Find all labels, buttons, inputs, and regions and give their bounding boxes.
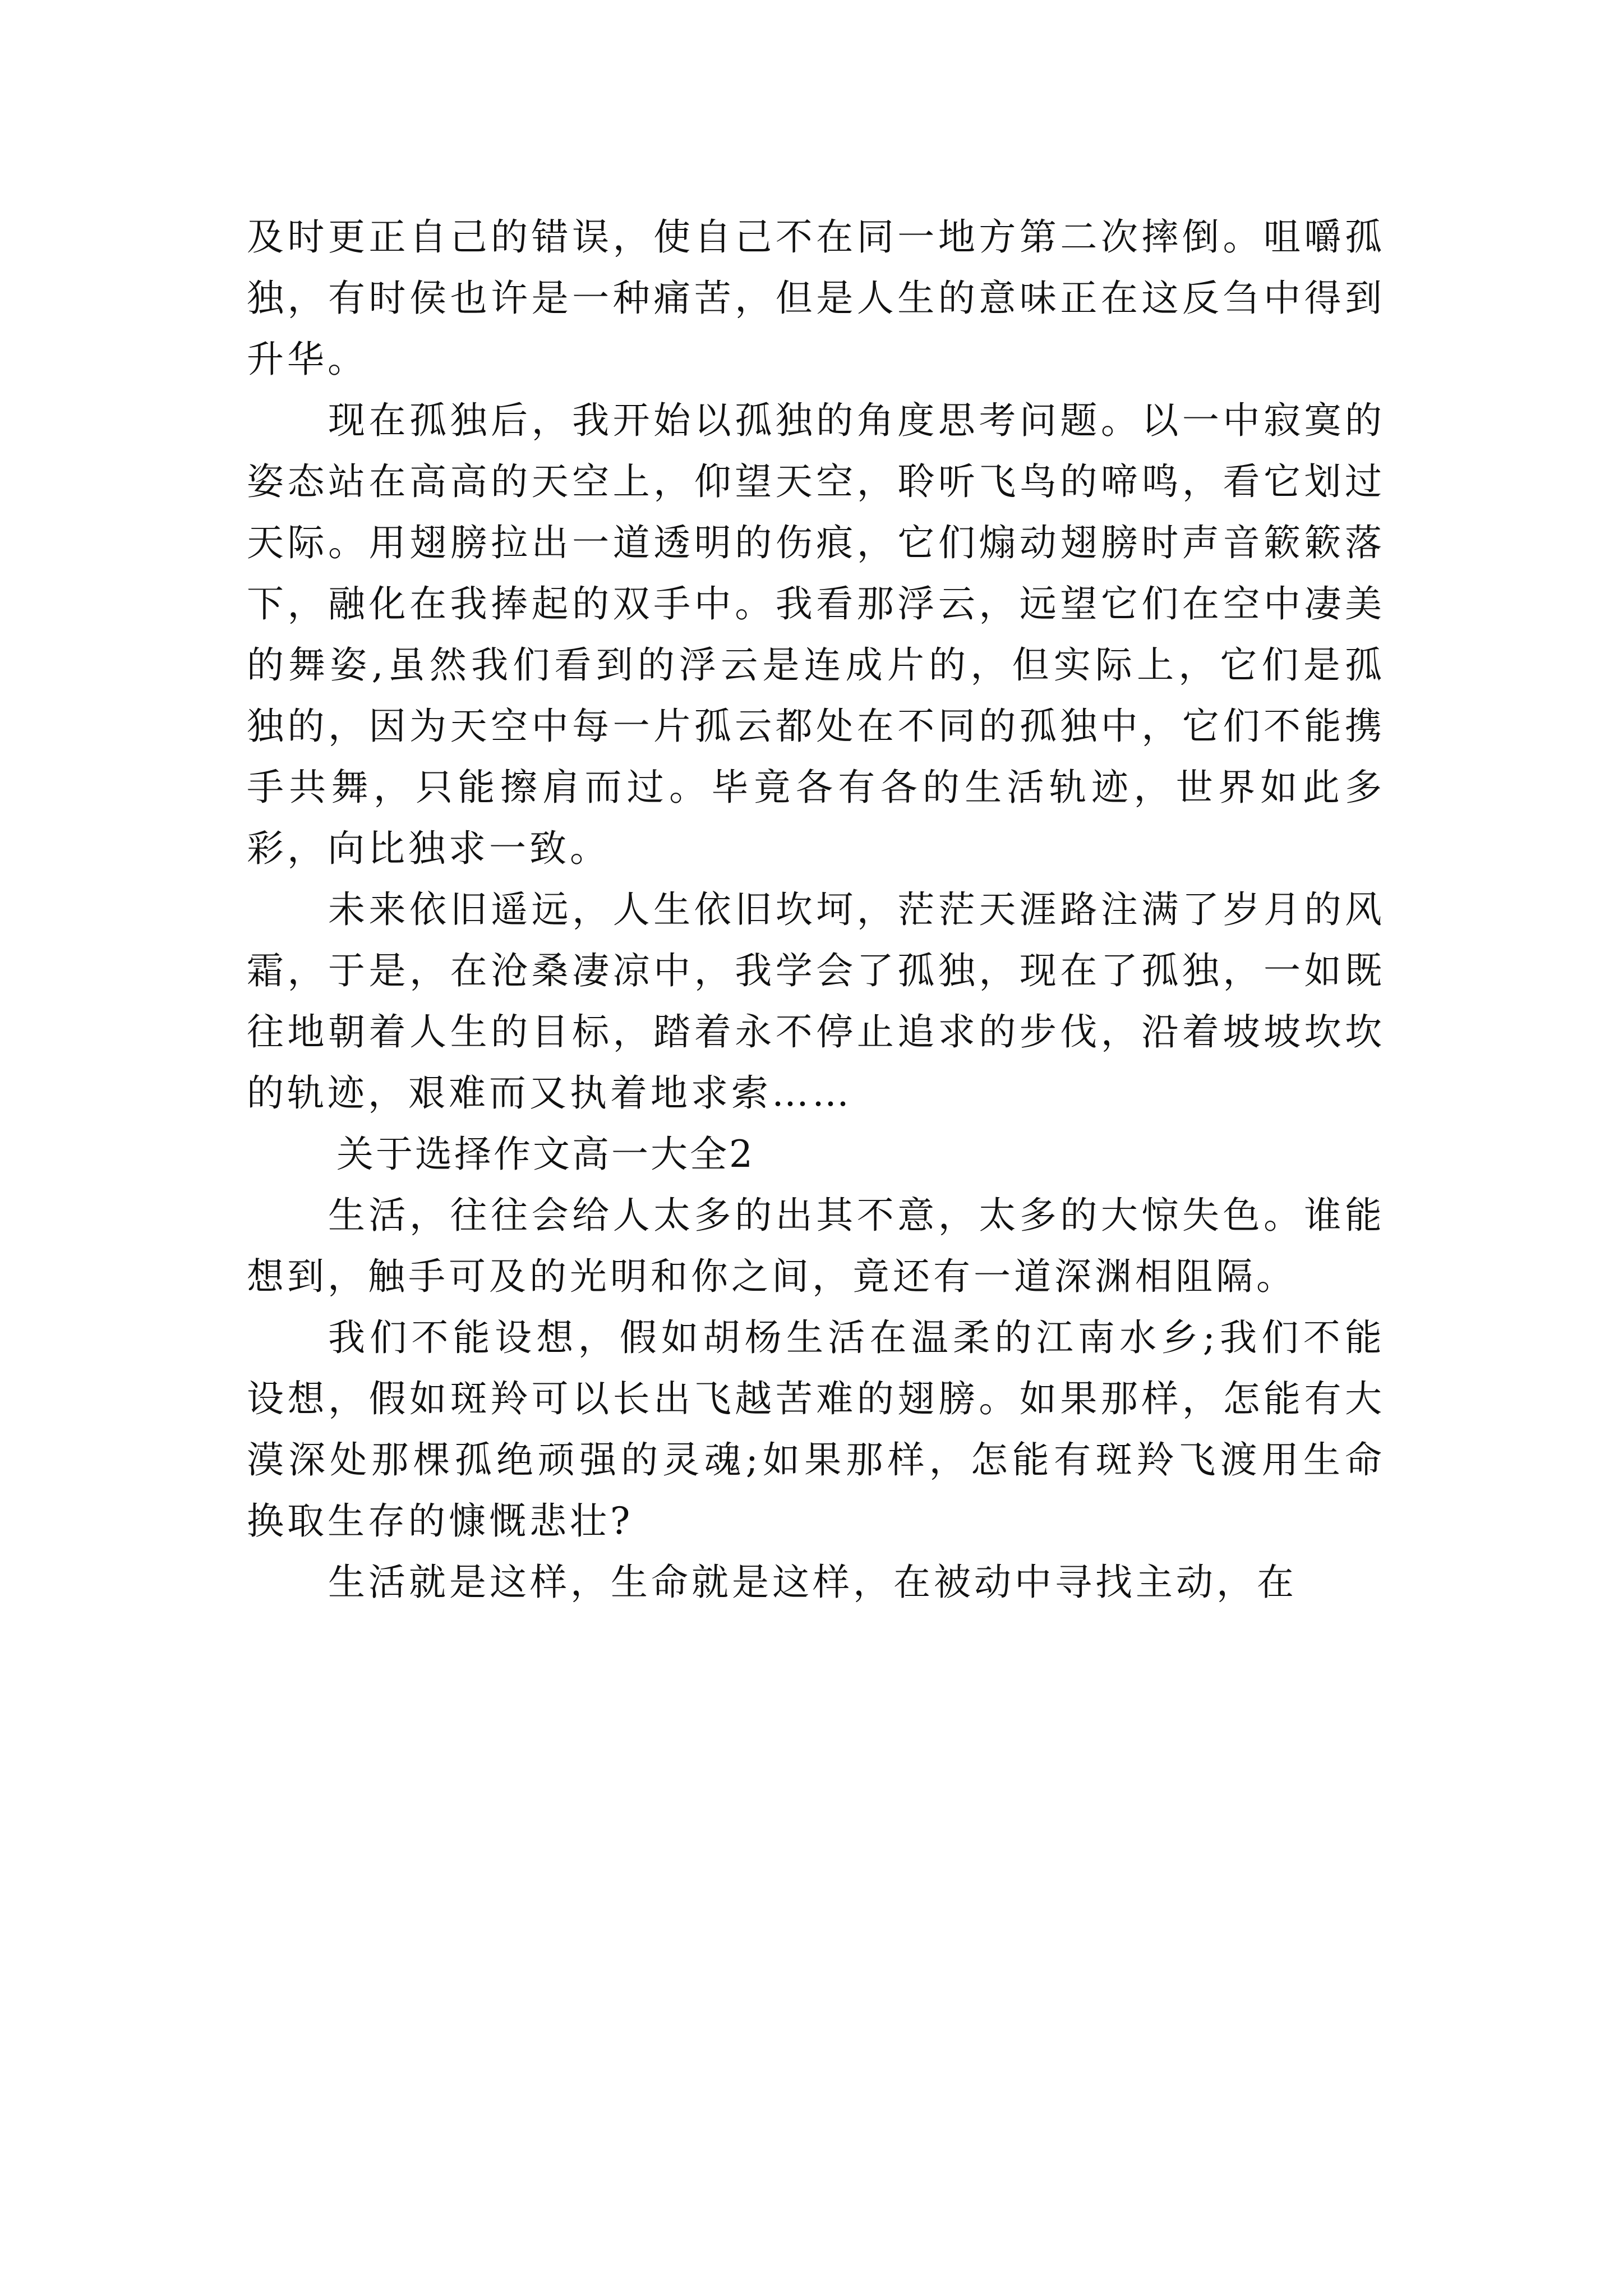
document-body bbox=[247, 206, 1385, 1613]
paragraph-2: 现在孤独后，我开始以孤独的角度思考问题。以一中寂寞的姿态站在高高的天空上，仰望天空，聆听飞鸟的啼鸣，看它划过天际。用翅膀拉出一道透明的伤痕，它们煽动翅膀时声音簌簌落下，融化在我捧起的双手中。我看那浮云，远望它们在空中凄美的舞姿,虽然我们看到的浮云是连成片的，但实际上，它们是孤独的，因为天空中每一片孤云都处在不同的孤独中，它们不能携手共舞，只能擦肩而过。毕竟各有各的生活轨迹，世界如此多彩，向比独求一致。 bbox=[247, 399, 1385, 870]
paragraph-5: 我们不能设想，假如胡杨生活在温柔的江南水乡;我们不能设想，假如斑羚可以长出飞越苦难的翅膀。如果那样，怎能有大漠深处那棵孤绝顽强的灵魂;如果那样，怎能有斑羚飞渡用生命换取生存的慷慨悲壮? bbox=[247, 1316, 1385, 1543]
paragraph-3: 未来依旧遥远，人生依旧坎坷，茫茫天涯路注满了岁月的风霜，于是，在沧桑凄凉中，我学会了孤独，现在了孤独，一如既往地朝着人生的目标，踏着永不停止追求的步伐，沿着坡坡坎坎的轨迹，艰难而又执着地求索…… bbox=[247, 888, 1385, 1115]
section-heading: 关于选择作文高一大全2 bbox=[336, 1133, 755, 1176]
paragraph-6: 生活就是这样，生命就是这样，在被动中寻找主动，在 bbox=[328, 1561, 1297, 1604]
paragraph-4: 生活，往往会给人太多的出其不意，太多的大惊失色。谁能想到，触手可及的光明和你之间，竟还有一道深渊相阻隔。 bbox=[247, 1194, 1385, 1298]
paragraph-1: 及时更正自己的错误，使自己不在同一地方第二次摔倒。咀嚼孤独，有时侯也许是一种痛苦，但是人生的意味正在这反刍中得到升华。 bbox=[247, 215, 1385, 381]
